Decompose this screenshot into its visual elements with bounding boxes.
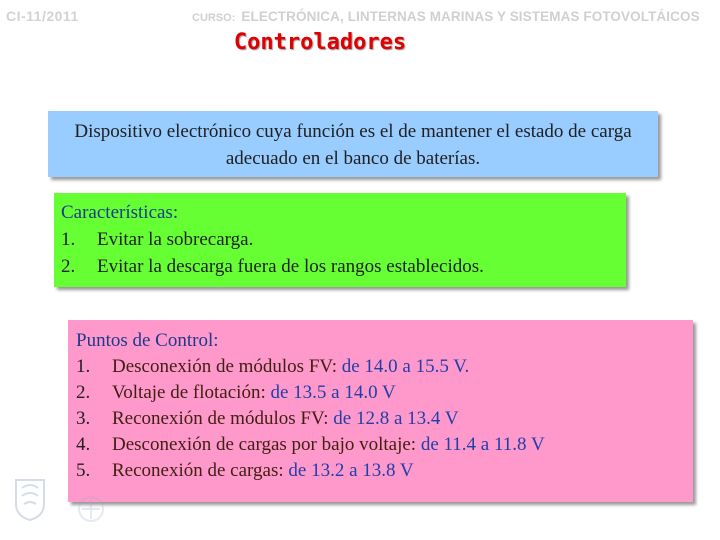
faculty-logo-icon [74,494,108,524]
definition-box [48,111,658,177]
course-header [192,8,700,26]
course-code: CI-11/2011 [6,8,79,24]
control-point-item [76,406,693,432]
list-item [61,253,626,280]
control-point-range: de 13.2 a 13.8 V [288,460,414,481]
course-title: ELECTRÓNICA, LINTERNAS MARINAS Y SISTEMAS FOTOVOLTÁICOS [241,9,700,24]
item-text: Evitar la sobrecarga. [97,229,254,250]
control-point-range: de 12.8 a 13.4 V [333,408,459,429]
item-number: 1. [61,229,76,250]
control-points-box [68,320,693,502]
item-number: 1. [76,356,91,377]
characteristics-box [54,193,626,287]
item-number: 2. [61,256,76,277]
slide-title: Controladores [233,30,407,55]
control-point-item [76,432,693,458]
control-point-item [76,354,693,380]
control-point-range: de 13.5 a 14.0 V [270,382,396,403]
characteristics-heading: Características: [61,202,179,223]
control-point-range: de 14.0 a 15.5 V. [341,356,470,377]
control-point-label: Reconexión de cargas: [112,460,284,481]
item-number: 5. [76,460,91,481]
control-point-label: Reconexión de módulos FV: [112,408,329,429]
item-number: 3. [76,408,91,429]
list-item [61,226,626,253]
item-number: 4. [76,434,91,455]
control-point-label: Desconexión de módulos FV: [112,356,337,377]
definition-text: Dispositivo electrónico cuya función es el de mantener el estado de carga adecuado en el banco de baterías. [74,121,632,169]
control-points-heading: Puntos de Control: [76,330,219,351]
control-point-label: Desconexión de cargas por bajo voltaje: [112,434,417,455]
item-number: 2. [76,382,91,403]
control-point-label: Voltaje de flotación: [112,382,266,403]
control-point-item [76,380,693,406]
control-point-item [76,458,693,484]
course-label: CURSO: [192,12,236,24]
control-point-range: de 11.4 a 11.8 V [420,434,545,455]
unam-seal-icon [12,478,48,522]
item-text: Evitar la descarga fuera de los rangos establecidos. [97,256,484,277]
